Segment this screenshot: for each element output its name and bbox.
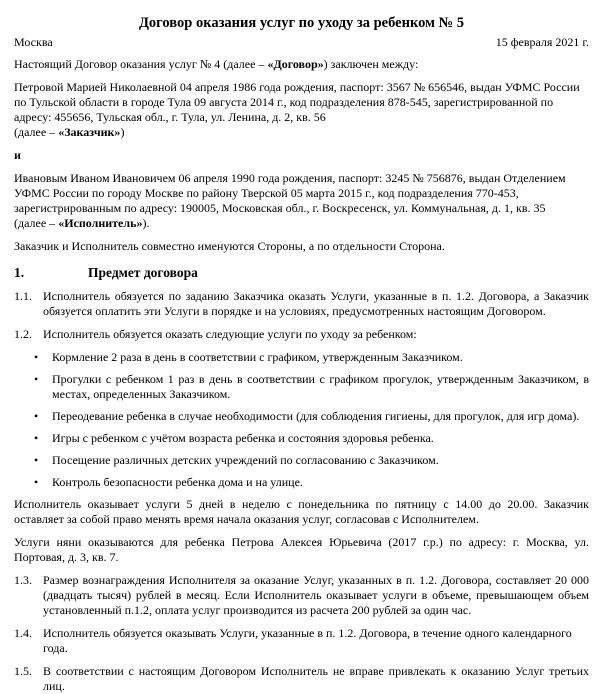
item-number: 1.5. [14, 664, 32, 678]
section-heading [14, 265, 589, 280]
bullet-marker: • [34, 409, 39, 423]
text-segment: Заказчик и Исполнитель совместно именуются Стороны, а по отдельности Сторона. [14, 239, 445, 253]
document-body [14, 57, 589, 694]
bullet-marker: • [34, 475, 39, 489]
text-segment: ). [142, 216, 150, 230]
item-number: 1.3. [14, 573, 32, 587]
text-segment: Посещение различных детских учреждений по согласованию с Заказчиком. [52, 453, 439, 467]
city-date-row [14, 35, 589, 50]
bullet-item [14, 409, 589, 424]
text-segment: Игры с ребенком с учётом возраста ребенка и состояния здоровья ребенка. [52, 431, 434, 445]
contract-title: Договор оказания услуг по уходу за ребенком № 5 [138, 15, 465, 31]
bullet-item [14, 372, 589, 402]
paragraph [14, 497, 589, 527]
paragraph [14, 171, 589, 231]
paragraph [14, 239, 589, 254]
text-segment: Исполнитель обязуется оказывать Услуги, указанные в п. 1.2. Договора, в течение одного календарного года. [43, 626, 572, 655]
text-segment: Настоящий Договор оказания услуг № 4 (далее – [14, 57, 268, 71]
item-number: 1.1. [14, 289, 32, 303]
text-segment: В соответствии с настоящим Договором Исполнитель не вправе привлекать к оказанию Услуг третьих лиц. [43, 664, 589, 693]
text-segment: Прогулки с ребенком 1 раз в день в соответствии с графиком прогулок, утвержденным Заказчиком, в местах, определенных Заказчиком. [52, 372, 589, 401]
section-number: 1. [14, 265, 25, 280]
bullet-item [14, 453, 589, 468]
text-segment: Размер вознаграждения Исполнителя за оказание Услуг, указанных в п. 1.2. Договора, составляет 20 000 (двадцать тысяч) рублей в месяц. Если Исполнитель оказывает услуги в объеме, превышающем объем установленный п.1.2, оплата услуг производится из расчета 200 рублей за один час. [43, 573, 589, 617]
numbered-item [14, 327, 589, 342]
text-segment: Услуги няни оказываются для ребенка Петрова Алексея Юрьевича (2017 г.р.) по адресу: г. Москва, ул. Портовая, д. 3, кв. 7. [14, 535, 589, 564]
bullet-marker: • [34, 372, 39, 386]
bold-text-segment: «Заказчик» [58, 125, 121, 139]
bullet-item [14, 475, 589, 490]
city-label: Москва [14, 35, 53, 49]
paragraph [14, 535, 589, 565]
text-segment: Ивановым Иваном Ивановичем 06 апреля 1990 года рождения, паспорт: 3245 № 756876, выдан Отделением УФМС России по городу Москве по району Тверской 05 марта 2015 г., код подразделения 770-453, зарегистрированным по адресу: 190005, Московская обл., г. Воскресенск, ул. Коммунальная, д. 1, кв. 35 [14, 171, 566, 215]
numbered-item [14, 289, 589, 319]
bullet-marker: • [34, 431, 39, 445]
numbered-item [14, 664, 589, 694]
numbered-item [14, 573, 589, 618]
text-segment: Исполнитель обязуется оказать следующие услуги по уходу за ребенком: [43, 327, 417, 341]
bold-text-segment: «Исполнитель» [58, 216, 143, 230]
item-number: 1.2. [14, 327, 32, 341]
text-segment: ) заключен между: [323, 57, 419, 71]
text-segment: Петровой Марией Николаевной 04 апреля 1986 года рождения, паспорт: 3567 № 656546, выдан УФМС России по Тульской области в городе Тула 09 августа 2014 г., код подразделения 878-545, зарегистрированной по адресу: 455656, Тульская обл., г. Тула, ул. Ленина, д. 2, кв. 56 [14, 80, 580, 124]
text-segment: Исполнитель оказывает услуги 5 дней в неделю с понедельника по пятницу с 14.00 до 20.00. Заказчик оставляет за собой право менять время начала оказания услуг, согласовав с Исполнителем. [14, 497, 589, 526]
numbered-item [14, 626, 589, 656]
bold-text-segment: и [14, 148, 21, 162]
text-segment: ) [120, 125, 125, 139]
bullet-marker: • [34, 350, 39, 364]
text-segment: Исполнитель обязуется по заданию Заказчика оказать Услуги, указанные в п. 1.2. Договора, а Заказчик обязуется оплатить эти Услуги в порядке и на условиях, предусмотренных настоящим Договором. [43, 289, 589, 318]
paragraph [14, 80, 589, 140]
text-segment: Переодевание ребенка в случае необходимости (для соблюдения гигиены, для прогулок, для игр дома). [52, 409, 580, 423]
paragraph [14, 148, 589, 163]
text-segment: (далее – [14, 125, 59, 139]
date-label: 15 февраля 2021 г. [495, 35, 589, 49]
bullet-item [14, 431, 589, 446]
bullet-item [14, 350, 589, 365]
paragraph [14, 57, 589, 72]
bullet-marker: • [34, 453, 39, 467]
text-segment: Кормление 2 раза в день в соответствии с графиком, утвержденным Заказчиком. [52, 350, 463, 364]
text-segment: (далее – [14, 216, 59, 230]
item-number: 1.4. [14, 626, 32, 640]
section-title: Предмет договора [88, 265, 198, 280]
bold-text-segment: «Договор» [267, 57, 324, 71]
text-segment: Контроль безопасности ребенка дома и на улице. [52, 475, 303, 489]
